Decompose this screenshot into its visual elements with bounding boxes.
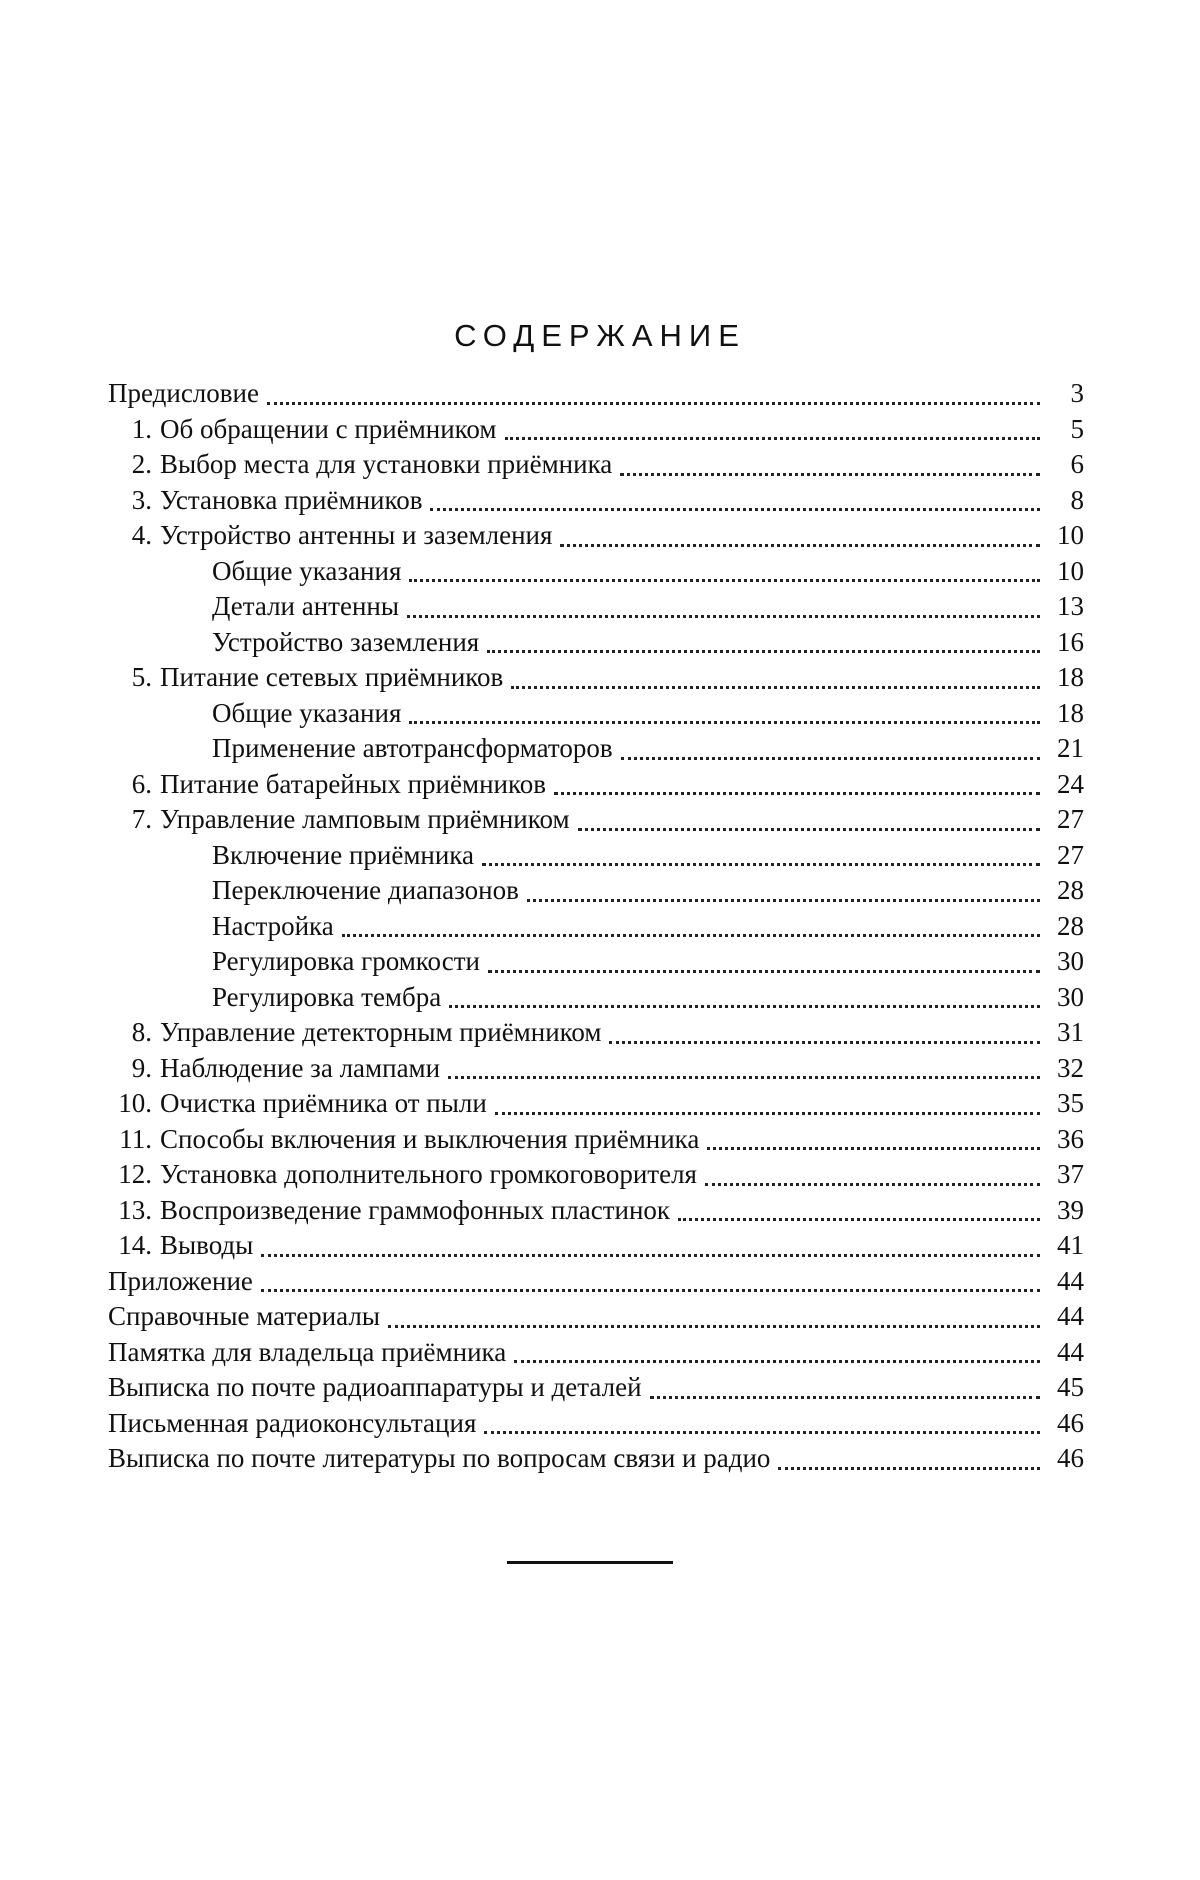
toc-entry: [108, 1051, 1084, 1087]
toc-dot-leader: [267, 402, 1040, 405]
toc-dot-leader: [511, 686, 1040, 689]
toc-entry-label: Наблюдение за лампами: [160, 1051, 440, 1087]
toc-dot-leader: [484, 1431, 1040, 1434]
table-of-contents: [108, 376, 1084, 1477]
toc-dot-leader: [514, 1360, 1040, 1363]
toc-dot-leader: [449, 1005, 1040, 1008]
toc-dot-leader: [495, 1112, 1040, 1115]
toc-entry: [108, 1086, 1084, 1122]
toc-dot-leader: [488, 970, 1040, 973]
toc-entry-label: Включение приёмника: [212, 838, 474, 874]
toc-entry-label: Питание батарейных приёмников: [160, 767, 546, 803]
toc-entry-label: Устройство заземления: [212, 625, 479, 661]
toc-entry: [108, 1441, 1084, 1477]
toc-entry-number: 1.: [108, 412, 160, 448]
toc-entry-number: 12.: [108, 1157, 160, 1193]
toc-entry-page-number: 30: [1050, 980, 1084, 1016]
toc-entry: [108, 412, 1084, 448]
toc-entry-page-number: 21: [1050, 731, 1084, 767]
toc-dot-leader: [430, 508, 1040, 511]
toc-entry-label: Выписка по почте радиоаппаратуры и деталей: [108, 1370, 642, 1406]
toc-entry-page-number: 10: [1050, 554, 1084, 590]
toc-entry: [108, 980, 1084, 1016]
toc-entry: [108, 838, 1084, 874]
toc-entry-page-number: 35: [1050, 1086, 1084, 1122]
toc-entry-page-number: 5: [1050, 412, 1084, 448]
toc-entry: [108, 1264, 1084, 1300]
toc-entry: [108, 802, 1084, 838]
toc-entry-label: Письменная радиоконсультация: [108, 1406, 476, 1442]
toc-entry: [108, 1122, 1084, 1158]
toc-entry-number: 7.: [108, 802, 160, 838]
toc-entry: [108, 1335, 1084, 1371]
toc-entry: [108, 660, 1084, 696]
toc-dot-leader: [778, 1467, 1040, 1470]
toc-entry: [108, 1157, 1084, 1193]
toc-entry-page-number: 36: [1050, 1122, 1084, 1158]
toc-entry: [108, 909, 1084, 945]
toc-entry: [108, 518, 1084, 554]
toc-entry: [108, 1299, 1084, 1335]
toc-dot-leader: [342, 934, 1040, 937]
toc-entry-label: Переключение диапазонов: [212, 873, 519, 909]
toc-entry-page-number: 18: [1050, 660, 1084, 696]
toc-entry-page-number: 30: [1050, 944, 1084, 980]
toc-entry-page-number: 6: [1050, 447, 1084, 483]
toc-entry-number: 6.: [108, 767, 160, 803]
toc-entry: [108, 376, 1084, 412]
toc-entry: [108, 1228, 1084, 1264]
toc-entry-label: Управление ламповым приёмником: [160, 802, 570, 838]
toc-entry-page-number: 28: [1050, 909, 1084, 945]
toc-dot-leader: [407, 615, 1040, 618]
toc-dot-leader: [487, 650, 1040, 653]
toc-dot-leader: [409, 579, 1040, 582]
toc-entry-page-number: 27: [1050, 838, 1084, 874]
toc-dot-leader: [621, 757, 1040, 760]
toc-dot-leader: [554, 792, 1040, 795]
toc-entry-page-number: 32: [1050, 1051, 1084, 1087]
toc-entry-label: Установка приёмников: [160, 483, 422, 519]
toc-entry-label: Выводы: [160, 1228, 253, 1264]
toc-entry-label: Установка дополнительного громкоговорителя: [160, 1157, 697, 1193]
toc-entry-page-number: 8: [1050, 483, 1084, 519]
toc-entry-page-number: 44: [1050, 1335, 1084, 1371]
toc-entry-number: 13.: [108, 1193, 160, 1229]
toc-entry: [108, 483, 1084, 519]
toc-entry-number: 5.: [108, 660, 160, 696]
toc-entry-page-number: 44: [1050, 1264, 1084, 1300]
toc-dot-leader: [409, 721, 1040, 724]
toc-entry-label: Регулировка громкости: [212, 944, 480, 980]
toc-entry-label: Устройство антенны и заземления: [160, 518, 552, 554]
toc-entry-label: Способы включения и выключения приёмника: [160, 1122, 699, 1158]
toc-entry: [108, 589, 1084, 625]
toc-entry: [108, 447, 1084, 483]
toc-entry-page-number: 46: [1050, 1406, 1084, 1442]
toc-entry: [108, 1015, 1084, 1051]
toc-entry-page-number: 46: [1050, 1441, 1084, 1477]
toc-entry-number: 2.: [108, 447, 160, 483]
toc-entry: [108, 944, 1084, 980]
toc-entry-page-number: 41: [1050, 1228, 1084, 1264]
toc-entry-number: 3.: [108, 483, 160, 519]
toc-entry: [108, 1406, 1084, 1442]
toc-entry-label: Общие указания: [212, 554, 401, 590]
toc-dot-leader: [578, 828, 1040, 831]
toc-entry: [108, 554, 1084, 590]
toc-dot-leader: [261, 1254, 1040, 1257]
toc-entry-label: Очистка приёмника от пыли: [160, 1086, 487, 1122]
toc-entry-label: Выписка по почте литературы по вопросам связи и радио: [108, 1441, 770, 1477]
toc-entry-page-number: 16: [1050, 625, 1084, 661]
toc-entry-page-number: 13: [1050, 589, 1084, 625]
toc-dot-leader: [482, 863, 1040, 866]
toc-entry-label: Справочные материалы: [108, 1299, 380, 1335]
toc-entry-label: Предисловие: [108, 376, 259, 412]
toc-entry-label: Регулировка тембра: [212, 980, 441, 1016]
toc-entry-page-number: 10: [1050, 518, 1084, 554]
toc-dot-leader: [609, 1041, 1040, 1044]
end-rule-divider: [507, 1561, 673, 1564]
toc-entry: [108, 1193, 1084, 1229]
toc-entry-label: Приложение: [108, 1264, 253, 1300]
page-title: СОДЕРЖАНИЕ: [0, 318, 1200, 354]
toc-entry-number: 11.: [108, 1122, 160, 1158]
toc-entry-number: 8.: [108, 1015, 160, 1051]
toc-entry-number: 9.: [108, 1051, 160, 1087]
toc-entry-label: Применение автотрансформаторов: [212, 731, 613, 767]
toc-dot-leader: [527, 899, 1040, 902]
toc-dot-leader: [650, 1396, 1040, 1399]
toc-entry-label: Настройка: [212, 909, 334, 945]
toc-entry: [108, 696, 1084, 732]
toc-entry-label: Детали антенны: [212, 589, 399, 625]
toc-entry-label: Общие указания: [212, 696, 401, 732]
toc-entry-page-number: 39: [1050, 1193, 1084, 1229]
toc-dot-leader: [560, 544, 1040, 547]
toc-dot-leader: [261, 1289, 1040, 1292]
toc-dot-leader: [620, 473, 1040, 476]
toc-dot-leader: [678, 1218, 1040, 1221]
toc-entry-label: Об обращении с приёмником: [160, 412, 497, 448]
toc-dot-leader: [448, 1076, 1040, 1079]
toc-dot-leader: [707, 1147, 1040, 1150]
toc-entry-label: Управление детекторным приёмником: [160, 1015, 601, 1051]
toc-entry: [108, 1370, 1084, 1406]
toc-dot-leader: [705, 1183, 1040, 1186]
toc-entry: [108, 767, 1084, 803]
toc-entry-page-number: 37: [1050, 1157, 1084, 1193]
toc-entry-page-number: 31: [1050, 1015, 1084, 1051]
toc-entry-label: Питание сетевых приёмников: [160, 660, 503, 696]
toc-dot-leader: [505, 437, 1041, 440]
toc-entry-page-number: 24: [1050, 767, 1084, 803]
toc-entry-page-number: 18: [1050, 696, 1084, 732]
toc-entry-label: Воспроизведение граммофонных пластинок: [160, 1193, 670, 1229]
toc-entry-page-number: 27: [1050, 802, 1084, 838]
toc-entry: [108, 625, 1084, 661]
toc-entry-label: Выбор места для установки приёмника: [160, 447, 612, 483]
toc-entry-number: 10.: [108, 1086, 160, 1122]
toc-entry-page-number: 44: [1050, 1299, 1084, 1335]
toc-entry-page-number: 28: [1050, 873, 1084, 909]
toc-dot-leader: [388, 1325, 1040, 1328]
toc-entry-label: Памятка для владельца приёмника: [108, 1335, 506, 1371]
toc-entry-page-number: 45: [1050, 1370, 1084, 1406]
toc-entry-number: 4.: [108, 518, 160, 554]
toc-entry-number: 14.: [108, 1228, 160, 1264]
toc-entry: [108, 731, 1084, 767]
toc-entry-page-number: 3: [1050, 376, 1084, 412]
toc-entry: [108, 873, 1084, 909]
